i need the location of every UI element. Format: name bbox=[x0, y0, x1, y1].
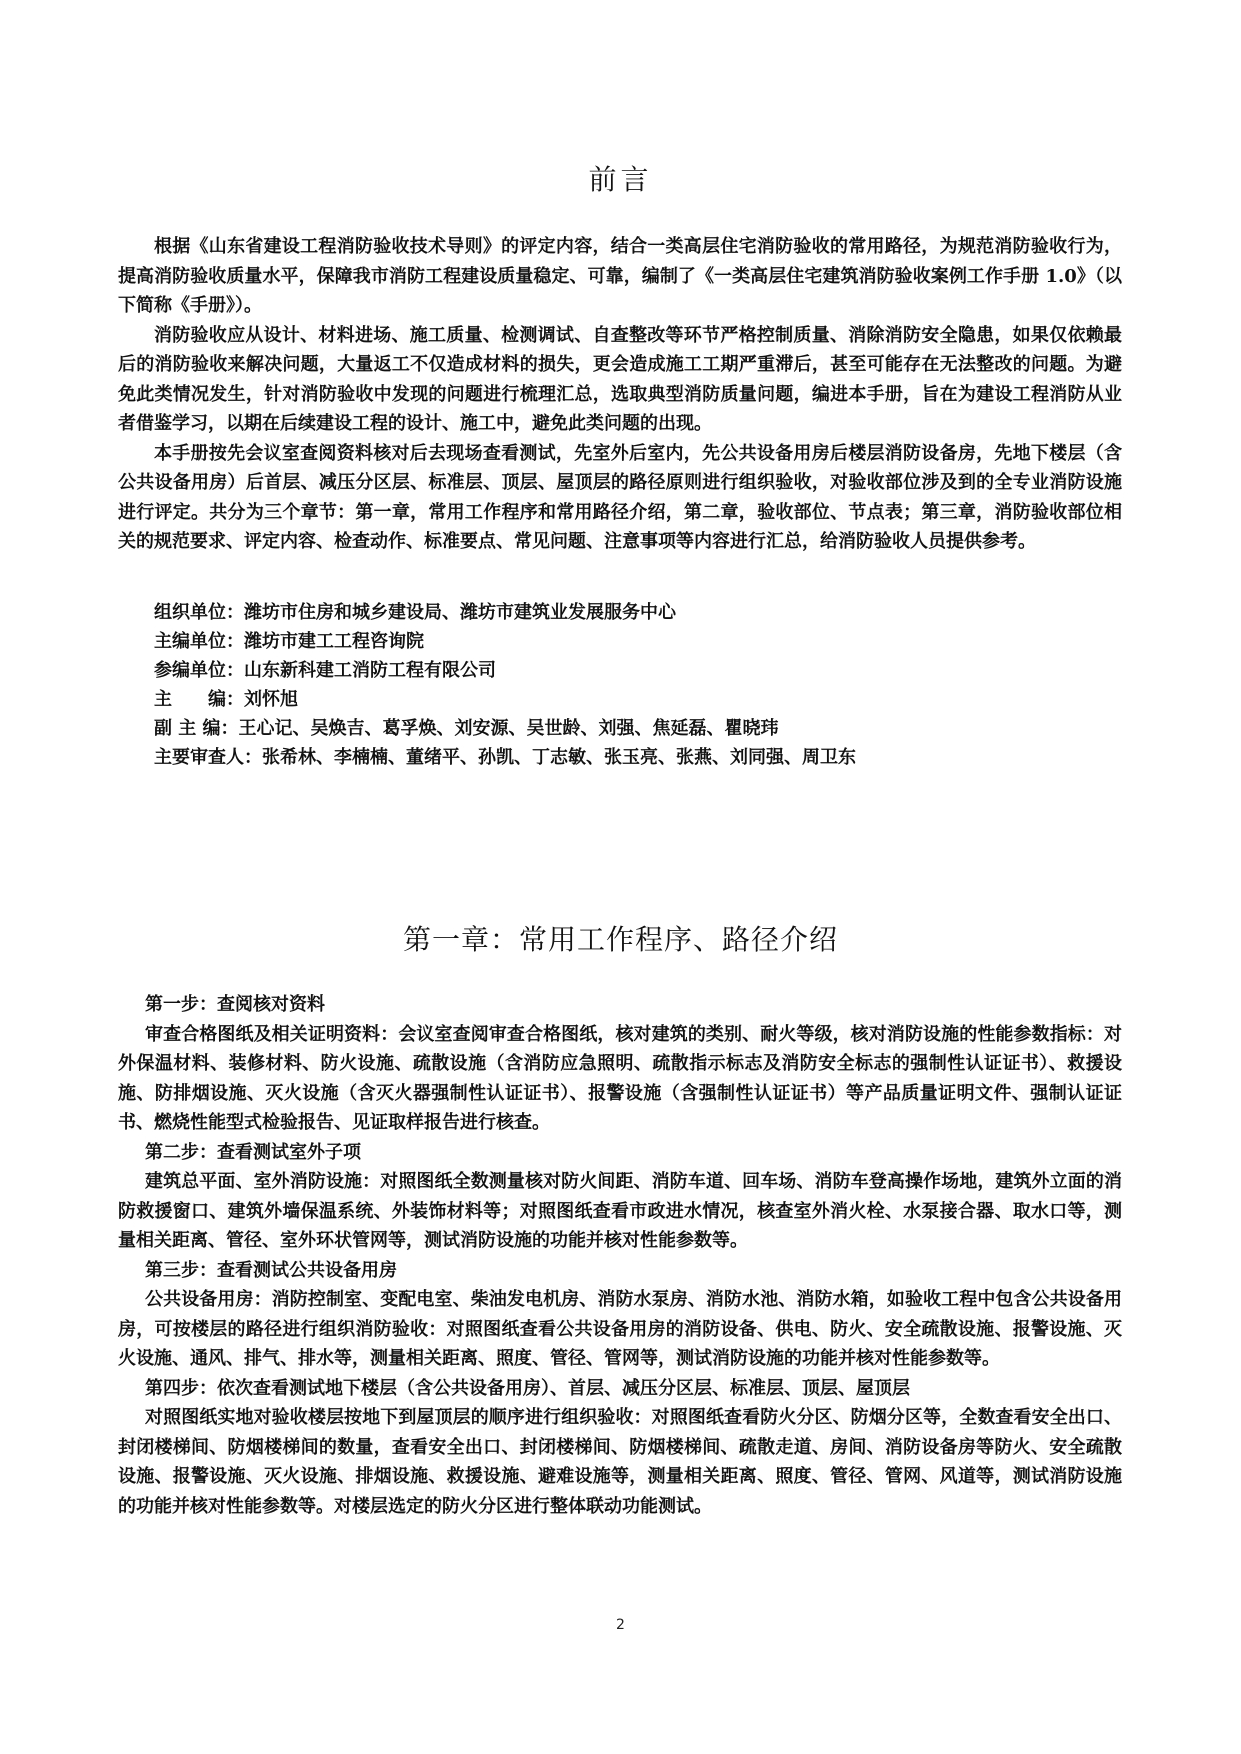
page-number: 2 bbox=[616, 1617, 625, 1633]
credit-deputy-editors: 副 主 编：王心记、吴焕吉、葛孚焕、刘安源、吴世龄、刘强、焦延磊、瞿晓玮 bbox=[154, 718, 779, 739]
preface-paragraph-1: 根据《山东省建设工程消防验收技术导则》的评定内容，结合一类高层住宅消防验收的常用路径，为规范消防验收行为，提高消防验收质量水平，保障我市消防工程建设质量稳定、可靠，编制了《一类高层住宅建筑消防验收案例工作手册 1.0》（以下简称《手册》）。 bbox=[118, 236, 1122, 316]
chapter-body bbox=[118, 990, 1122, 1521]
chapter-title: 第一章：常用工作程序、路径介绍 bbox=[402, 923, 838, 956]
preface-body bbox=[118, 232, 1122, 557]
preface-title: 前言 bbox=[588, 163, 653, 196]
step-1-body: 审查合格图纸及相关证明资料：会议室查阅审查合格图纸，核对建筑的类别、耐火等级，核对消防设施的性能参数指标：对外保温材料、装修材料、防火设施、疏散设施（含消防应急照明、疏散指示标志及消防安全标志的强制性认证证书）、救援设施、防排烟设施、灭火设施（含灭火器强制性认证证书）、报警设施（含强制性认证证书）等产品质量证明文件、强制认证证书、燃烧性能型式检验报告、见证取样报告进行核查。 bbox=[118, 1023, 1122, 1133]
credit-organizer: 组织单位：潍坊市住房和城乡建设局、潍坊市建筑业发展服务中心 bbox=[154, 602, 676, 623]
step-2-body: 建筑总平面、室外消防设施：对照图纸全数测量核对防火间距、消防车道、回车场、消防车登高操作场地，建筑外立面的消防救援窗口、建筑外墙保温系统、外装饰材料等；对照图纸查看市政进水情况，核查室外消火栓、水泵接合器、取水口等，测量相关距离、管径、室外环状管网等，测试消防设施的功能并核对性能参数等。 bbox=[118, 1171, 1122, 1251]
credit-chief-unit: 主编单位：潍坊市建工工程咨询院 bbox=[154, 631, 424, 652]
credit-reviewers: 主要审查人：张希林、李楠楠、董绪平、孙凯、丁志敏、张玉亮、张燕、刘同强、周卫东 bbox=[154, 747, 856, 768]
step-4-title: 第四步：依次查看测试地下楼层（含公共设备用房）、首层、减压分区层、标准层、顶层、屋顶层 bbox=[145, 1377, 910, 1399]
credit-participating-unit: 参编单位：山东新科建工消防工程有限公司 bbox=[154, 660, 496, 681]
step-2-title: 第二步：查看测试室外子项 bbox=[145, 1141, 361, 1163]
step-3-body: 公共设备用房：消防控制室、变配电室、柴油发电机房、消防水泵房、消防水池、消防水箱，如验收工程中包含公共设备用房，可按楼层的路径进行组织消防验收：对照图纸查看公共设备用房的消防设备、供电、防火、安全疏散设施、报警设施、灭火设施、通风、排气、排水等，测量相关距离、照度、管径、管网等，测试消防设施的功能并核对性能参数等。 bbox=[118, 1289, 1122, 1369]
step-1-title: 第一步：查阅核对资料 bbox=[145, 994, 325, 1015]
credit-chief-editor: 主 编：刘怀旭 bbox=[154, 689, 298, 710]
preface-paragraph-3: 本手册按先会议室查阅资料核对后去现场查看测试，先室外后室内，先公共设备用房后楼层消防设备房，先地下楼层（含公共设备用房）后首层、减压分区层、标准层、顶层、屋顶层的路径原则进行组织验收，对验收部位涉及到的全专业消防设施进行评定。共分为三个章节：第一章，常用工作程序和常用路径介绍，第二章，验收部位、节点表；第三章，消防验收部位相关的规范要求、评定内容、检查动作、标准要点、常见问题、注意事项等内容进行汇总，给消防验收人员提供参考。 bbox=[118, 442, 1122, 552]
step-3-title: 第三步：查看测试公共设备用房 bbox=[145, 1259, 397, 1281]
step-4-body: 对照图纸实地对验收楼层按地下到屋顶层的顺序进行组织验收：对照图纸查看防火分区、防烟分区等，全数查看安全出口、封闭楼梯间、防烟楼梯间的数量，查看安全出口、封闭楼梯间、防烟楼梯间、疏散走道、房间、消防设备房等防火、安全疏散设施、报警设施、灭火设施、排烟设施、救援设施、避难设施等，测量相关距离、照度、管径、管网、风道等，测试消防设施的功能并核对性能参数等。对楼层选定的防火分区进行整体联动功能测试。 bbox=[118, 1407, 1122, 1517]
credits-list bbox=[154, 598, 856, 772]
preface-paragraph-2: 消防验收应从设计、材料进场、施工质量、检测调试、自查整改等环节严格控制质量、消除消防安全隐患，如果仅依赖最后的消防验收来解决问题，大量返工不仅造成材料的损失，更会造成施工工期严重滞后，甚至可能存在无法整改的问题。为避免此类情况发生，针对消防验收中发现的问题进行梳理汇总，选取典型消防质量问题，编进本手册，旨在为建设工程消防从业者借鉴学习，以期在后续建设工程的设计、施工中，避免此类问题的出现。 bbox=[118, 324, 1122, 434]
